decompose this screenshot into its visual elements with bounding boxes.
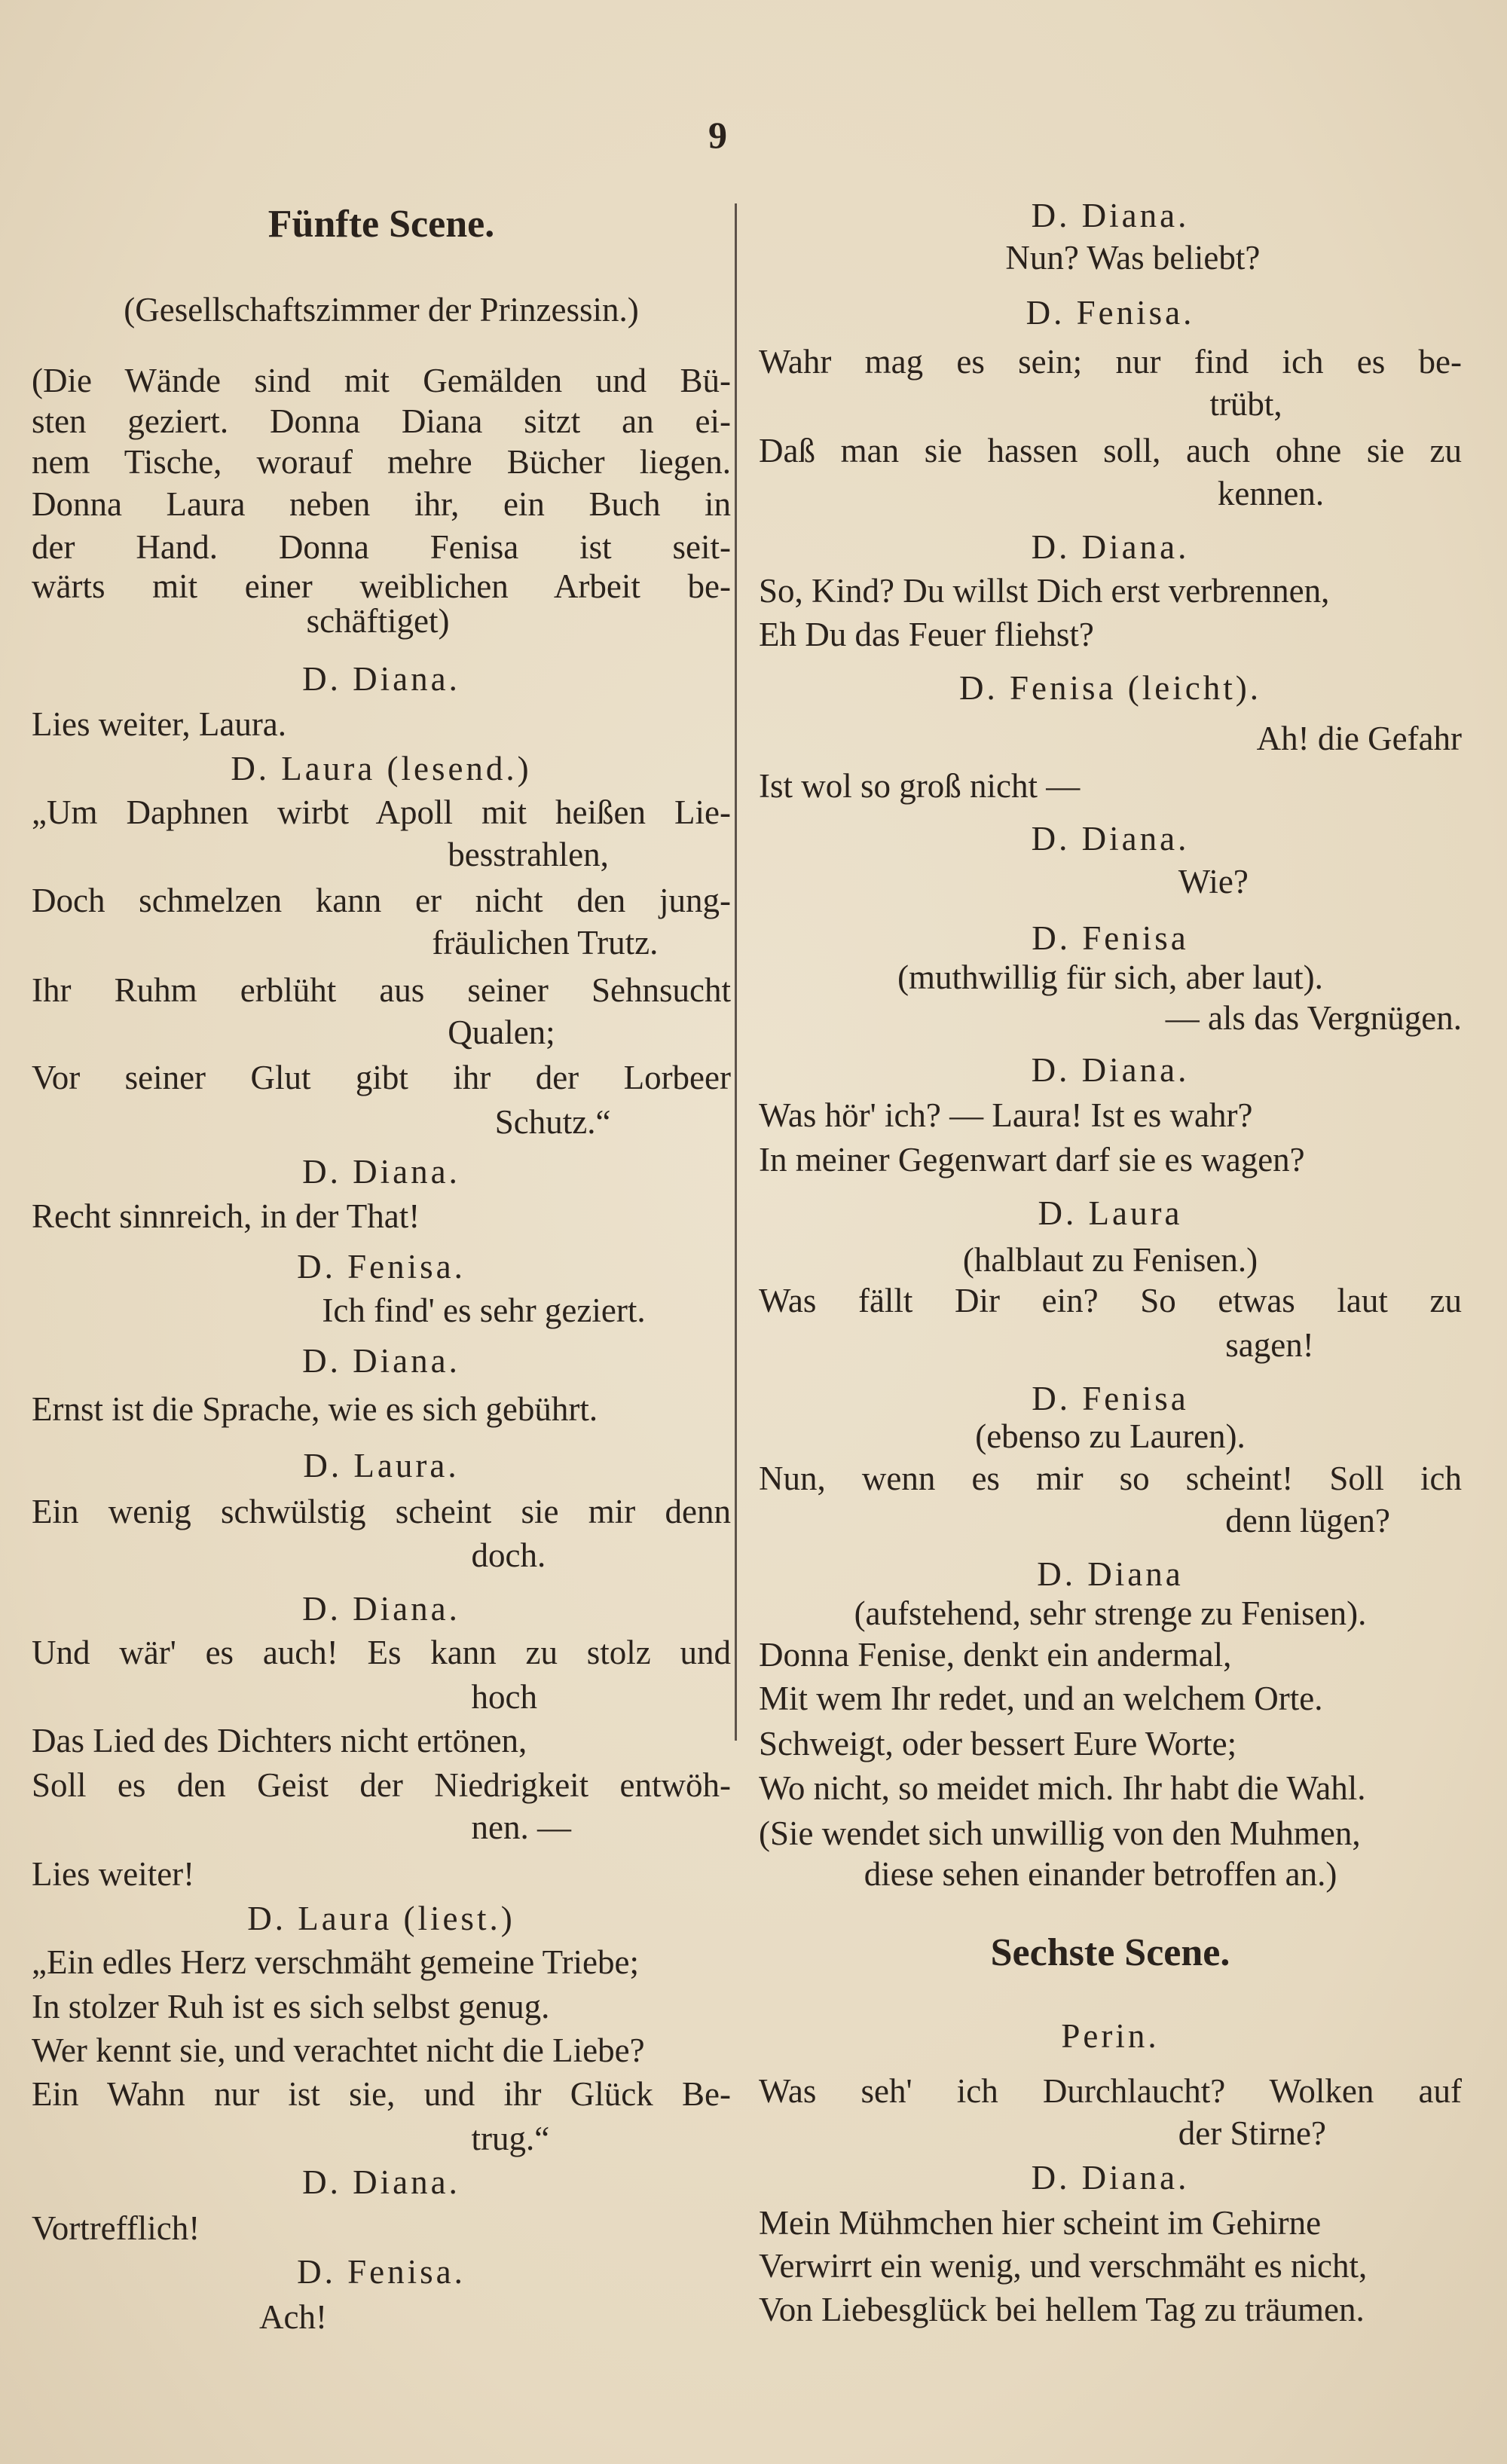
text-line: Mit wem Ihr redet, und an welchem Orte. [759, 1679, 1323, 1717]
speaker-name: D. Diana. [1031, 527, 1190, 566]
text-line: (Sie wendet sich unwillig von den Muhmen, [759, 1814, 1361, 1853]
column-divider [735, 203, 737, 1741]
scene-heading: Sechste Scene. [990, 1931, 1230, 1974]
speaker-name: D. Fenisa. [1026, 293, 1195, 332]
text-line: Ist wol so groß nicht — [759, 766, 1081, 805]
text-line: Was seh' ich Durchlaucht? Wolken auf [759, 2072, 1462, 2111]
text-line: Ihr Ruhm erblüht aus seiner Sehnsucht [32, 971, 731, 1009]
text-line: Vor seiner Glut gibt ihr der Lorbeer [32, 1059, 731, 1097]
text-line: Ernst ist die Sprache, wie es sich gebührt. [32, 1390, 598, 1429]
text-line: „Ein edles Herz verschmäht gemeine Triebe; [32, 1943, 639, 1982]
text-line: Ach! [259, 2298, 327, 2337]
speaker-name: D. Laura (lesend.) [231, 749, 532, 787]
text-line: (ebenso zu Lauren). [975, 1417, 1246, 1455]
text-line: Qualen; [448, 1013, 555, 1051]
speaker-name: D. Diana. [302, 1153, 460, 1191]
text-line: So, Kind? Du willst Dich erst verbrennen, [759, 571, 1330, 610]
text-line: Ein Wahn nur ist sie, und ihr Glück Be- [32, 2075, 731, 2114]
text-line: Vortrefflich! [32, 2209, 200, 2247]
text-line: Ich find' es sehr geziert. [322, 1291, 646, 1329]
text-line: Ah! die Gefahr [1256, 719, 1462, 757]
text-line: schäftiget) [306, 601, 450, 640]
speaker-name: D. Diana. [1031, 2158, 1190, 2197]
text-line: (aufstehend, sehr strenge zu Fenisen). [854, 1594, 1367, 1633]
text-line: In meiner Gegenwart darf sie es wagen? [759, 1140, 1305, 1179]
speaker-name: D. Fenisa. [297, 2252, 466, 2291]
text-line: Doch schmelzen kann er nicht den jung- [32, 881, 731, 919]
text-line: Wo nicht, so meidet mich. Ihr habt die Wahl. [759, 1769, 1366, 1807]
text-line: Was fällt Dir ein? So etwas laut zu [759, 1282, 1462, 1320]
text-line: besstrahlen, [448, 836, 609, 874]
text-line: (halblaut zu Fenisen.) [962, 1241, 1258, 1279]
speaker-name: D. Diana. [302, 659, 460, 698]
text-line: wärts mit einer weiblichen Arbeit be- [32, 567, 731, 605]
speaker-name: D. Diana. [1031, 196, 1190, 234]
text-line: Daß man sie hassen soll, auch ohne sie zu [759, 432, 1462, 470]
text-line: denn lügen? [1225, 1502, 1390, 1540]
text-line: Was hör' ich? — Laura! Ist es wahr? [759, 1096, 1253, 1135]
text-line: (Gesellschaftszimmer der Prinzessin.) [124, 290, 639, 329]
text-line: Mein Mühmchen hier scheint im Gehirne [759, 2204, 1322, 2242]
text-line: Donna Fenise, denkt ein andermal, [759, 1635, 1232, 1674]
text-line: (Die Wände sind mit Gemälden und Bü- [32, 361, 731, 399]
speaker-name: D. Fenisa (leicht). [959, 669, 1261, 708]
text-line: Nun, wenn es mir so scheint! Soll ich [759, 1459, 1462, 1497]
speaker-name: D. Fenisa. [297, 1247, 466, 1285]
text-line: Eh Du das Feuer fliehst? [759, 616, 1094, 654]
text-line: fräulichen Trutz. [432, 924, 659, 961]
text-line: Lies weiter! [32, 1855, 195, 1894]
speaker-name: Perin. [1061, 2017, 1160, 2056]
text-line: Wie? [1178, 862, 1249, 900]
text-line: kennen. [1217, 474, 1325, 512]
text-line: (muthwillig für sich, aber laut). [897, 958, 1323, 996]
speaker-name: D. Diana. [302, 1590, 460, 1628]
speaker-name: D. Laura. [303, 1447, 460, 1485]
text-line: Wer kennt sie, und verachtet nicht die Liebe? [32, 2031, 645, 2069]
text-line: In stolzer Ruh ist es sich selbst genug. [32, 1987, 550, 2025]
text-line: nem Tische, worauf mehre Bücher liegen. [32, 442, 731, 481]
text-line: Donna Laura neben ihr, ein Buch in [32, 485, 731, 524]
text-line: Recht sinnreich, in der That! [32, 1197, 420, 1235]
speaker-name: D. Diana [1037, 1555, 1184, 1594]
page-number: 9 [708, 114, 727, 156]
text-line: Von Liebesglück bei hellem Tag zu träumen. [759, 2290, 1365, 2328]
speaker-name: D. Laura (liest.) [247, 1899, 515, 1937]
text-line: Wahr mag es sein; nur find ich es be- [759, 342, 1462, 381]
text-line: Nun? Was beliebt? [1005, 238, 1261, 277]
text-line: sten geziert. Donna Diana sitzt an ei- [32, 402, 731, 440]
text-line: diese sehen einander betroffen an.) [864, 1855, 1337, 1894]
text-line: hoch [471, 1677, 537, 1716]
text-line: Schweigt, oder bessert Eure Worte; [759, 1725, 1237, 1763]
text-line: — als das Vergnügen. [1165, 999, 1462, 1038]
speaker-name: D. Fenisa [1032, 1379, 1189, 1417]
text-line: trübt, [1209, 384, 1282, 423]
text-line: trug.“ [471, 2119, 550, 2157]
text-line: „Um Daphnen wirbt Apoll mit heißen Lie- [32, 793, 731, 831]
text-line: der Stirne? [1178, 2114, 1326, 2153]
speaker-name: D. Laura [1038, 1194, 1183, 1232]
text-line: Das Lied des Dichters nicht ertönen, [32, 1722, 527, 1760]
text-line: der Hand. Donna Fenisa ist seit- [32, 527, 731, 566]
text-line: Verwirrt ein wenig, und verschmäht es nicht, [759, 2246, 1368, 2285]
text-line: nen. — [471, 1808, 571, 1846]
speaker-name: D. Diana. [1031, 820, 1190, 858]
speaker-name: D. Diana. [302, 2163, 460, 2202]
scene-heading: Fünfte Scene. [267, 203, 495, 246]
text-line: sagen! [1225, 1325, 1314, 1364]
text-line: doch. [471, 1536, 546, 1575]
text-line: Soll es den Geist der Niedrigkeit entwöh- [32, 1765, 731, 1804]
text-line: Und wär' es auch! Es kann zu stolz und [32, 1634, 731, 1672]
speaker-name: D. Diana. [302, 1341, 460, 1380]
speaker-name: D. Diana. [1031, 1050, 1190, 1089]
text-line: Lies weiter, Laura. [32, 705, 287, 744]
text-line: Ein wenig schwülstig scheint sie mir denn [32, 1492, 731, 1530]
speaker-name: D. Fenisa [1032, 919, 1189, 957]
text-line: Schutz.“ [494, 1102, 611, 1141]
